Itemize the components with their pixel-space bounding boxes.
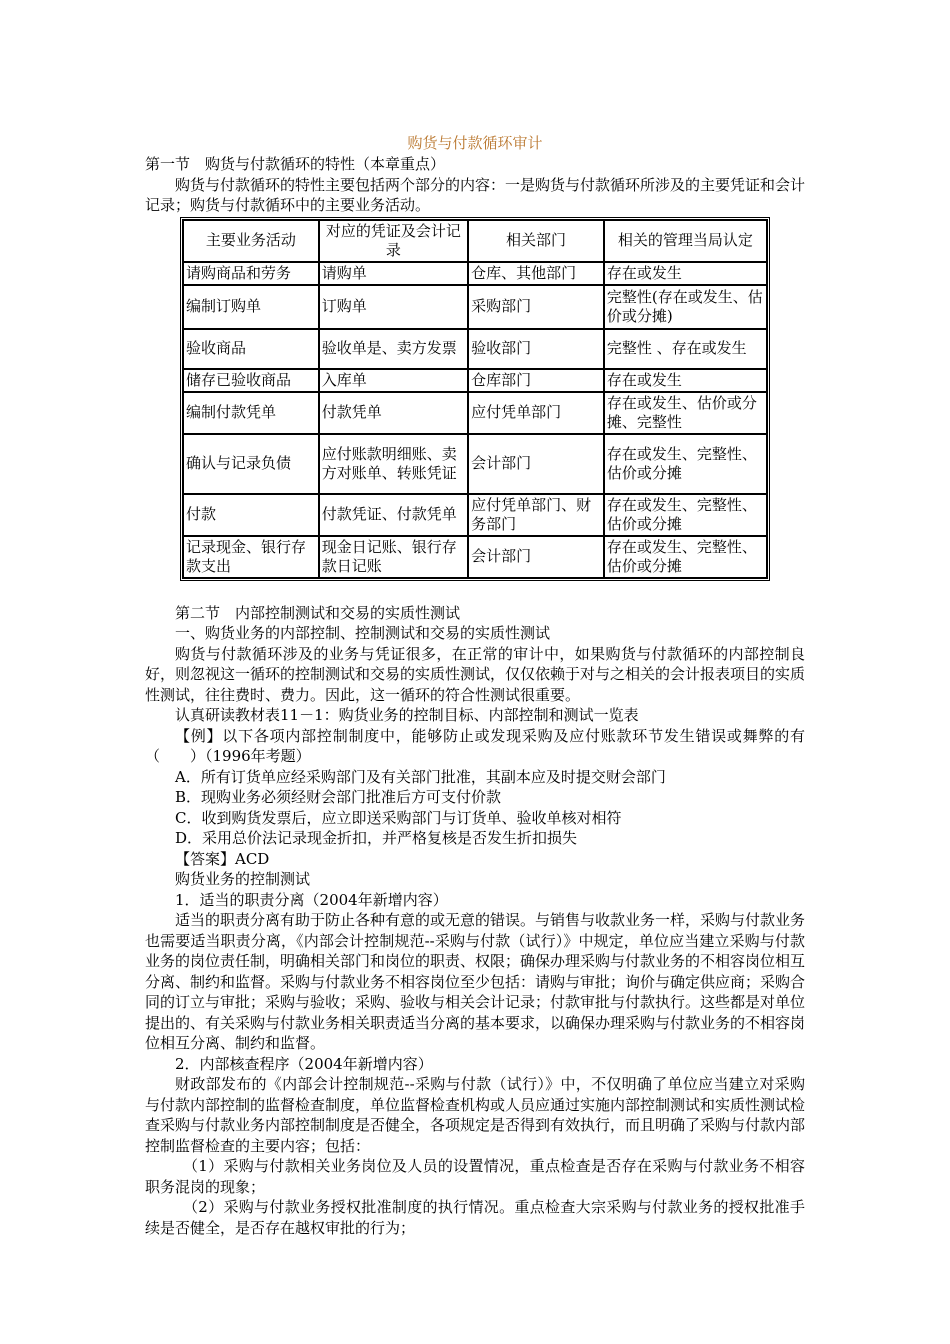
document-page — [145, 132, 821, 1238]
option-d: D．采用总价法记录现金折扣，并严格复核是否发生折扣损失 — [175, 829, 578, 847]
item-2-paragraph: 财政部发布的《内部会计控制规范--采购与付款（试行）》中，不仅明确了单位应当建立对采购与付款内部控制的监督检查制度，单位监督检查机构或人员应通过实施内部控制测试和实质性测试检查采购与付款业务内部控制制度是否健全，各项规定是否得到有效执行，而且明确了采购与付款内部控制监督检查的主要内容；包括： — [145, 1075, 806, 1155]
table-row — [183, 329, 767, 369]
section-2-paragraph: 购货与付款循环涉及的业务与凭证很多，在正常的审计中，如果购货与付款循环的内部控制良好，则忽视这一循环的控制测试和交易的实质性测试，仅仅依赖于对与之相关的会计报表项目的实质性测试，往往费时、费力。因此，这一循环的符合性测试很重要。 — [145, 644, 806, 704]
table-cell: 入库单 — [319, 369, 468, 392]
table-cell: 存在或发生、完整性、估价或分摊 — [604, 536, 767, 578]
item-2-subitem-1: （1）采购与付款相关业务岗位及人员的设置情况，重点检查是否存在采购与付款业务不相容职务混岗的现象； — [145, 1157, 805, 1196]
item-2-subitem-2: （2）采购与付款业务授权批准制度的执行情况。重点检查大宗采购与付款业务的授权批准手续是否健全，是否存在越权审批的行为； — [145, 1198, 805, 1237]
table-cell: 请购单 — [319, 262, 468, 285]
table-cell: 存在或发生 — [604, 262, 767, 285]
table-cell: 验收单是、卖方发票 — [319, 329, 468, 369]
table-cell: 存在或发生 — [604, 369, 767, 392]
section-1-heading: 第一节 购货与付款循环的特性（本章重点） — [145, 155, 446, 173]
document-title: 购货与付款循环审计 — [407, 134, 543, 152]
option-a: A．所有订货单应经采购部门及有关部门批准，其副本应及时提交财会部门 — [175, 767, 666, 786]
table-cell: 会计部门 — [468, 434, 604, 494]
table-cell: 验收商品 — [183, 329, 319, 369]
table-cell: 应付账款明细账、卖方对账单、转账凭证 — [319, 434, 468, 494]
section-2-heading: 第二节 内部控制测试和交易的实质性测试 — [175, 603, 461, 622]
table-cell: 仓库、其他部门 — [468, 262, 604, 285]
table-cell: 会计部门 — [468, 536, 604, 578]
table-cell: 付款凭单 — [319, 392, 468, 434]
table-row — [183, 494, 767, 536]
business-activity-table — [180, 217, 770, 581]
table-cell: 现金日记账、银行存款日记账 — [319, 536, 468, 578]
table-row — [183, 369, 767, 392]
table-row — [183, 392, 767, 434]
table-cell: 付款 — [183, 494, 319, 536]
table-cell: 编制订购单 — [183, 285, 319, 329]
table-header-cell: 相关的管理当局认定 — [604, 220, 767, 262]
table-row — [183, 285, 767, 329]
table-row — [183, 434, 767, 494]
table-cell: 付款凭证、付款凭单 — [319, 494, 468, 536]
table-cell: 验收部门 — [468, 329, 604, 369]
table-header-cell: 对应的凭证及会计记录 — [319, 220, 468, 262]
section-2-subheading: 一、购货业务的内部控制、控制测试和交易的实质性测试 — [175, 624, 551, 642]
table-cell: 采购部门 — [468, 285, 604, 329]
item-1-paragraph: 适当的职责分离有助于防止各种有意的或无意的错误。与销售与收款业务一样，采购与付款业务也需要适当职责分离，《内部会计控制规范--采购与付款（试行）》中规定，单位应当建立采购与付款业务的岗位责任制，明确相关部门和岗位的职责、权限；确保办理采购与付款业务的不相容岗位相互分离、制约和监督。采购与付款业务不相容岗位至少包括：请购与审批；询价与确定供应商；采购合同的订立与审批；采购与验收；采购、验收与相关会计记录；付款审批与付款执行。这些都是对单位提出的、有关采购与付款业务相关职责适当分离的基本要求，以确保办理采购与付款业务的不相容岗位相互分离、制约和监督。 — [145, 911, 806, 1052]
table-header-cell: 相关部门 — [468, 220, 604, 262]
option-c: C．收到购货发票后，应立即送采购部门与订货单、验收单核对相符 — [175, 808, 622, 827]
textbook-reference: 认真研读教材表11－1：购货业务的控制目标、内部控制和测试一览表 — [175, 706, 639, 724]
table-cell: 应付凭单部门、财务部门 — [468, 494, 604, 536]
example-question: 【例】以下各项内部控制制度中，能够防止或发现采购及应付账款环节发生错误或舞弊的有 （ ）（1996年考题） — [145, 726, 821, 765]
table-cell: 存在或发生、完整性、估价或分摊 — [604, 434, 767, 494]
table-cell: 应付凭单部门 — [468, 392, 604, 434]
table-cell: 储存已验收商品 — [183, 369, 319, 392]
table-cell: 完整性(存在或发生、估价或分摊) — [604, 285, 767, 329]
option-b: B．现购业务必须经财会部门批准后方可支付价款 — [175, 788, 502, 806]
table-cell: 完整性 、存在或发生 — [604, 329, 767, 369]
table-cell: 存在或发生、完整性、估价或分摊 — [604, 494, 767, 536]
table-header-row — [183, 220, 767, 262]
control-test-heading: 购货业务的控制测试 — [175, 870, 311, 888]
table-cell: 仓库部门 — [468, 369, 604, 392]
item-1-heading: 1．适当的职责分离（2004年新增内容） — [175, 890, 448, 909]
item-2-heading: 2．内部核查程序（2004年新增内容） — [175, 1054, 433, 1073]
table-row — [183, 536, 767, 578]
table-cell: 编制付款凭单 — [183, 392, 319, 434]
section-1-intro: 购货与付款循环的特性主要包括两个部分的内容：一是购货与付款循环所涉及的主要凭证和会计记录；购货与付款循环中的主要业务活动。 — [145, 175, 806, 214]
table-header-cell: 主要业务活动 — [183, 220, 319, 262]
table-cell: 记录现金、银行存款支出 — [183, 536, 319, 578]
answer: 【答案】ACD — [175, 849, 270, 868]
table-cell: 存在或发生、估价或分摊、完整性 — [604, 392, 767, 434]
table-cell: 订购单 — [319, 285, 468, 329]
table-cell: 请购商品和劳务 — [183, 262, 319, 285]
table-row — [183, 262, 767, 285]
table-cell: 确认与记录负债 — [183, 434, 319, 494]
